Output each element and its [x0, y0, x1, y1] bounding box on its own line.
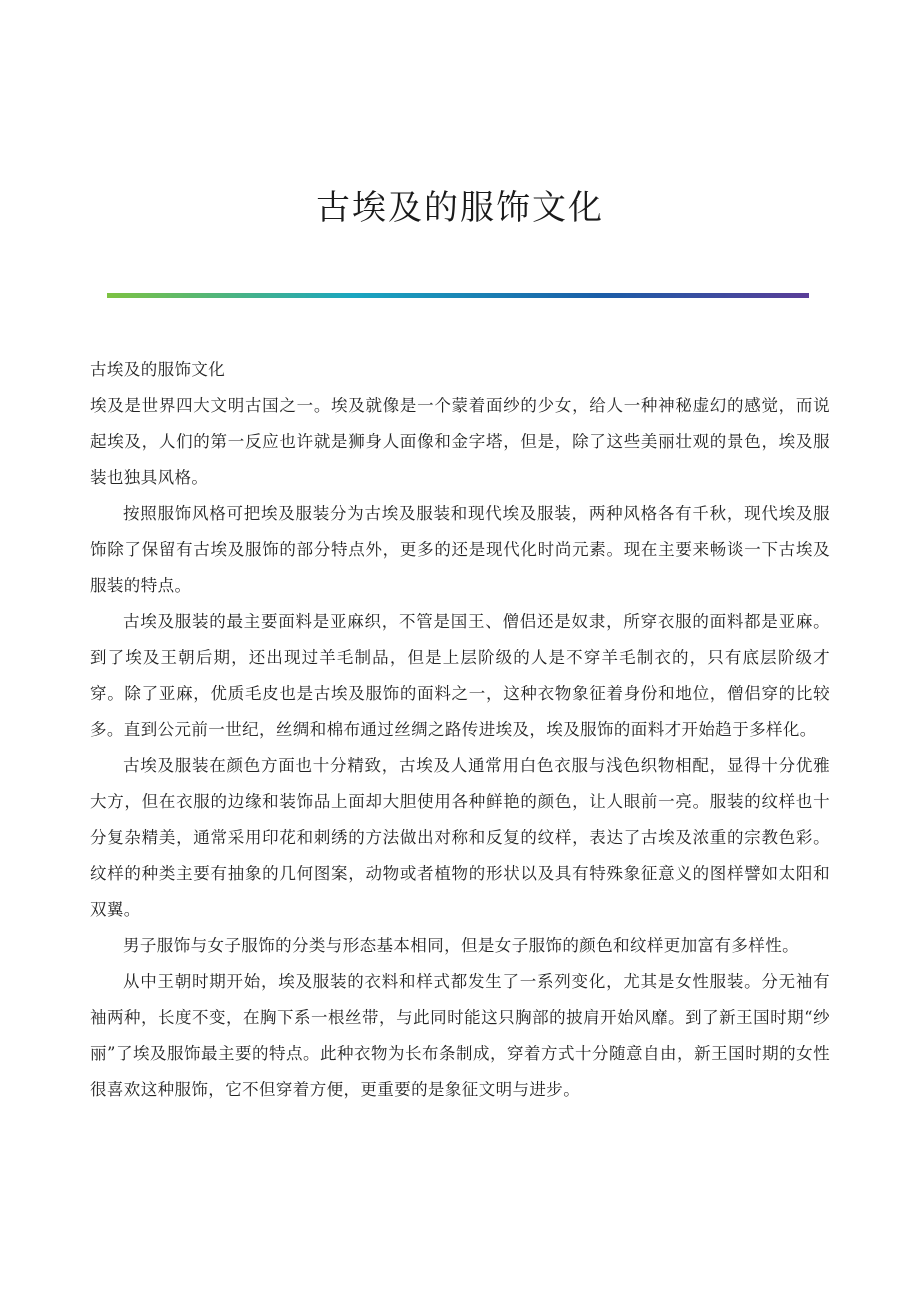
paragraph-6: 从中王朝时期开始，埃及服装的衣料和样式都发生了一系列变化，尤其是女性服装。分无袖有袖两种，长度不变，在胸下系一根丝带，与此同时能这只胸部的披肩开始风靡。到了新王国时期“纱丽”了埃及服饰最主要的特点。此种衣物为长布条制成，穿着方式十分随意自由，新王国时期的女性很喜欢这种服饰，它不但穿着方便，更重要的是象征文明与进步。: [90, 972, 830, 1099]
document-subtitle: 古埃及的服饰文化: [90, 360, 226, 379]
paragraph-3: 古埃及服装的最主要面料是亚麻织，不管是国王、僧侣还是奴隶，所穿衣服的面料都是亚麻。到了埃及王朝后期，还出现过羊毛制品，但是上层阶级的人是不穿羊毛制衣的，只有底层阶级才穿。除了亚麻，优质毛皮也是古埃及服饰的面料之一，这种衣物象征着身份和地位，僧侣穿的比较多。直到公元前一世纪，丝绸和棉布通过丝绸之路传进埃及，埃及服饰的面料才开始趋于多样化。: [90, 612, 830, 739]
paragraph-5: 男子服饰与女子服饰的分类与形态基本相同，但是女子服饰的颜色和纹样更加富有多样性。: [123, 936, 799, 955]
paragraph-2: 按照服饰风格可把埃及服装分为古埃及服装和现代埃及服装，两种风格各有千秋，现代埃及服饰除了保留有古埃及服饰的部分特点外，更多的还是现代化时尚元素。现在主要来畅谈一下古埃及服装的特点。: [90, 504, 830, 595]
document-title: 古埃及的服饰文化: [316, 188, 604, 228]
paragraph-1: 埃及是世界四大文明古国之一。埃及就像是一个蒙着面纱的少女，给人一种神秘虚幻的感觉，而说起埃及，人们的第一反应也许就是狮身人面像和金字塔，但是，除了这些美丽壮观的景色，埃及服装也独具风格。: [90, 396, 830, 487]
title-divider: [107, 293, 809, 298]
document-body: [90, 352, 830, 1108]
paragraph-4: 古埃及服装在颜色方面也十分精致，古埃及人通常用白色衣服与浅色织物相配，显得十分优雅大方，但在衣服的边缘和装饰品上面却大胆使用各种鲜艳的颜色，让人眼前一亮。服装的纹样也十分复杂精美，通常采用印花和刺绣的方法做出对称和反复的纹样，表达了古埃及浓重的宗教色彩。纹样的种类主要有抽象的几何图案，动物或者植物的形状以及具有特殊象征意义的图样譬如太阳和双翼。: [90, 756, 830, 919]
